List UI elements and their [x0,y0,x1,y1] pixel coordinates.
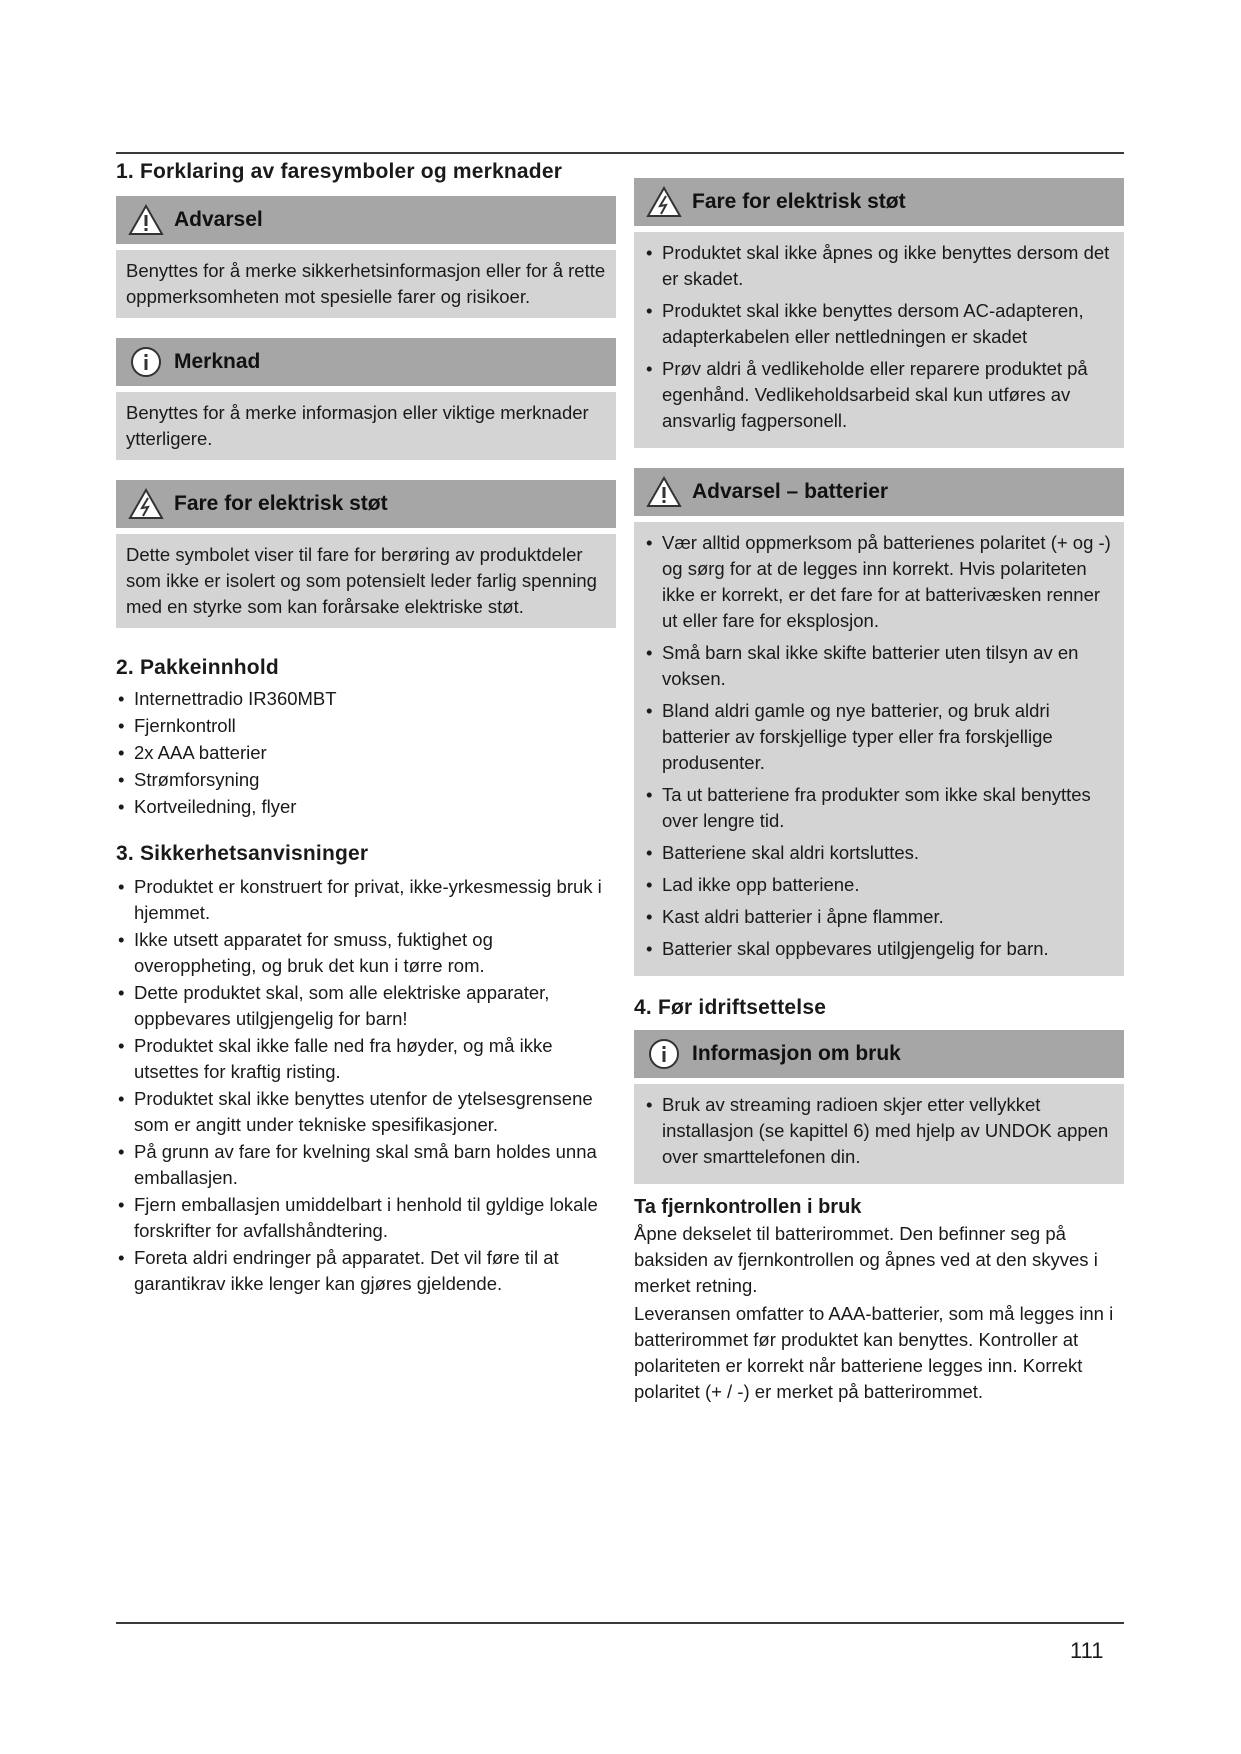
list-item: • Internettradio IR360MBT [116,686,616,712]
list-item: • Batteriene skal aldri kortsluttes. [644,840,1114,866]
list-item: • Prøv aldri å vedlikeholde eller reparere produktet på egenhånd. Vedlikeholdsarbeid skal kun utføres av ansvarlig fagpersonell. [644,356,1114,434]
bottom-rule [116,1622,1124,1624]
warning-box-header [116,196,616,244]
list-item: • Produktet skal ikke benyttes dersom AC-adapteren, adapterkabelen eller nettledningen er skadet [644,298,1114,350]
shock-box-right-title: Fare for elektrisk støt [692,190,906,213]
shock-box-left-header [116,480,616,528]
shock-box-right-body [634,232,1124,448]
list-item: • Kast aldri batterier i åpne flammer. [644,904,1114,930]
shock-list [644,240,1114,434]
list-item: • Foreta aldri endringer på apparatet. Det vil føre til at garantikrav ikke lenger kan gjøres gjeldende. [116,1245,616,1297]
info-box-title: Informasjon om bruk [692,1042,901,1065]
info-circle-icon [126,345,166,379]
page-number: 111 [1070,1638,1104,1663]
info-box-body [634,1084,1124,1184]
list-item: • Kortveiledning, flyer [116,794,616,820]
list-item: • Ta ut batteriene fra produkter som ikke skal benyttes over lengre tid. [644,782,1114,834]
shock-box-left [116,480,616,628]
electric-shock-icon [126,487,166,521]
top-rule [116,152,1124,154]
battery-box-body [634,522,1124,976]
shock-box-left-text: Dette symbolet viser til fare for berøring av produktdeler som ikke er isolert og som potensielt leder farlig spenning med en styrke som kan forårsake elektriske støt. [116,534,616,628]
list-item: • Bruk av streaming radioen skjer etter vellykket installasjon (se kapittel 6) med hjelp av UNDOK appen over smarttelefonen din. [644,1092,1114,1170]
list-item: • Lad ikke opp batteriene. [644,872,1114,898]
right-column [634,178,1124,1407]
list-item: • 2x AAA batterier [116,740,616,766]
list-item: • Små barn skal ikke skifte batterier uten tilsyn av en voksen. [644,640,1114,692]
warning-box [116,196,616,318]
note-box-title: Merknad [174,350,261,373]
section-3-title: 3. Sikkerhetsanvisninger [116,842,369,865]
list-item: • Dette produktet skal, som alle elektriske apparater, oppbevares utilgjengelig for barn! [116,980,616,1032]
list-item: • Fjern emballasjen umiddelbart i henhold til gyldige lokale forskrifter for avfallshåndtering. [116,1192,616,1244]
info-box [634,1030,1124,1184]
list-item: • Vær alltid oppmerksom på batterienes polaritet (+ og -) og sørg for at de legges inn korrekt. Hvis polariteten ikke er korrekt, er det fare for at batterivæsken renner ut eller fare for eksplosjon. [644,530,1114,634]
list-item: • Bland aldri gamle og nye batterier, og bruk aldri batterier av forskjellige typer eller fra forskjellige produsenter. [644,698,1114,776]
info-circle-icon [644,1037,684,1071]
shock-box-left-title: Fare for elektrisk støt [174,492,388,515]
note-box-header [116,338,616,386]
battery-list [644,530,1114,962]
section-1-title: 1. Forklaring av faresymboler og merknader [116,160,563,183]
warning-box-text: Benyttes for å merke sikkerhetsinformasjon eller for å rette oppmerksomheten mot spesielle farer og risikoer. [116,250,616,318]
package-list [116,686,616,820]
list-item: • På grunn av fare for kvelning skal små barn holdes unna emballasjen. [116,1139,616,1191]
electric-shock-icon [644,185,684,219]
section-4-title: 4. Før idriftsettelse [634,996,827,1019]
warning-box-title: Advarsel [174,208,263,231]
battery-box-title: Advarsel – batterier [692,480,889,503]
info-list [644,1092,1114,1170]
list-item: • Produktet skal ikke benyttes utenfor de ytelsesgrensene som er angitt under tekniske spesifikasjoner. [116,1086,616,1138]
shock-box-right [634,178,1124,448]
list-item: • Produktet skal ikke falle ned fra høyder, og må ikke utsettes for kraftig risting. [116,1033,616,1085]
safety-list [116,874,616,1297]
note-box [116,338,616,460]
warning-triangle-icon [644,475,684,509]
remote-paragraph-1: Åpne dekselet til batterirommet. Den befinner seg på baksiden av fjernkontrollen og åpnes ved at den skyves i merket retning. [634,1223,1098,1296]
left-column [116,160,616,1298]
info-box-header [634,1030,1124,1078]
section-2-title: 2. Pakkeinnhold [116,656,279,679]
battery-box [634,468,1124,976]
remote-title: Ta fjernkontrollen i bruk [634,1196,862,1218]
battery-box-header [634,468,1124,516]
warning-triangle-icon [126,203,166,237]
list-item: • Produktet skal ikke åpnes og ikke benyttes dersom det er skadet. [644,240,1114,292]
shock-box-right-header [634,178,1124,226]
list-item: • Batterier skal oppbevares utilgjengelig for barn. [644,936,1114,962]
list-item: • Fjernkontroll [116,713,616,739]
list-item: • Produktet er konstruert for privat, ikke-yrkesmessig bruk i hjemmet. [116,874,616,926]
note-box-text: Benyttes for å merke informasjon eller viktige merknader ytterligere. [116,392,616,460]
remote-paragraph-2: Leveransen omfatter to AAA-batterier, som må legges inn i batterirommet før produktet kan benyttes. Kontroller at polariteten er korrekt når batteriene legges inn. Korrekt polaritet (+ / -) er merket på batterirommet. [634,1303,1114,1402]
list-item: • Strømforsyning [116,767,616,793]
list-item: • Ikke utsett apparatet for smuss, fuktighet og overoppheting, og bruk det kun i tørre rom. [116,927,616,979]
